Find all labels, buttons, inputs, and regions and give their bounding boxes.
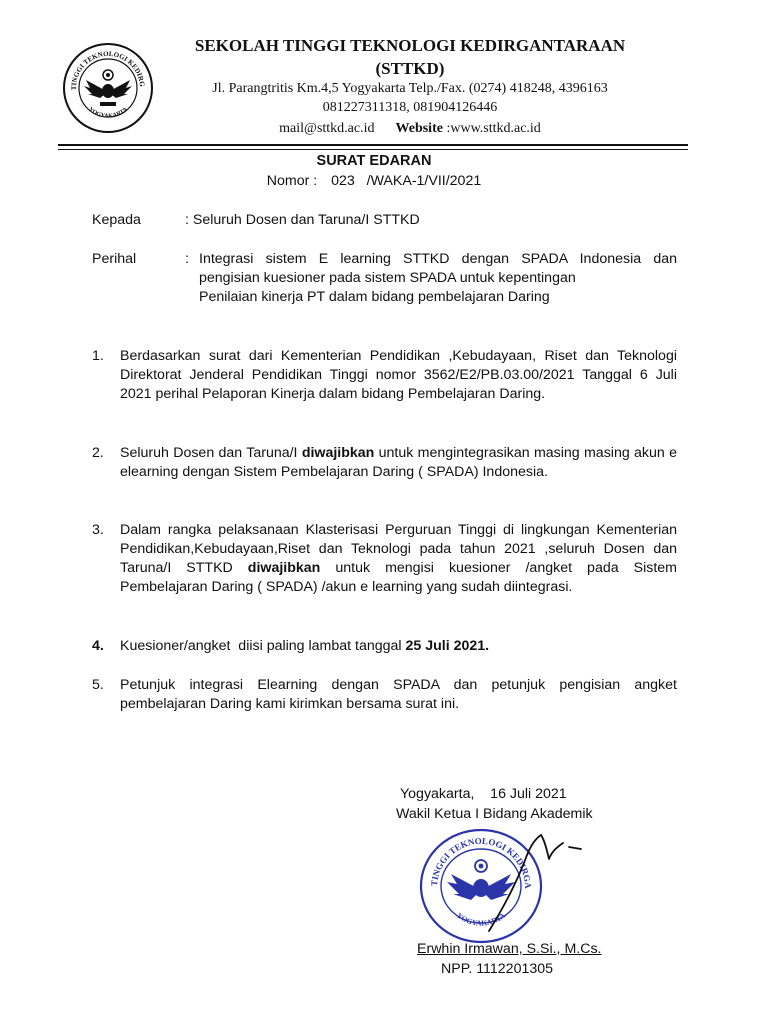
letterhead-logo [62, 42, 154, 134]
item-text: Seluruh Dosen dan Taruna/I diwajibkan untuk mengintegrasikan masing masing akun e elearning dengan Sistem Pembelajaran Daring ( SPADA) Indonesia. [120, 445, 677, 480]
svg-text:YOGYAKARTA [87, 106, 129, 119]
seal-text-top: TINGGI TEKNOLOGI KEDIRG [69, 49, 147, 91]
website-link[interactable]: :www.sttkd.ac.id [446, 121, 541, 136]
letter-number-label: Nomor : [266, 173, 318, 189]
signature-place-date: Yogyakarta, 16 Juli 2021 [400, 786, 567, 802]
stamp-text-top: TINGGI TEKNOLOGI KEDIRGA [428, 835, 534, 889]
subject-colon: : [185, 251, 189, 267]
letter-number [200, 173, 548, 189]
institution-abbreviation: (STTKD) [375, 59, 445, 78]
handwritten-signature [485, 825, 595, 935]
item-text: Berdasarkan surat dari Kementerian Pendidikan ,Kebudayaan, Riset dan Teknologi Direktorat Jenderal Pendidikan Tinggi nomor 3562/E2/PB.03.00/2021 Tanggal 6 Juli 2021 perihal Pelaporan Kinerja dalam bidang Pembelajaran Daring. [120, 348, 677, 402]
item-number: 2. [92, 445, 104, 461]
letter-title: SURAT EDARAN [316, 153, 432, 169]
deadline: 25 Juli 2021. [405, 638, 490, 654]
signatory-name: Erwhin Irmawan, S.Si., M.Cs. [417, 941, 602, 957]
signature-position: Wakil Ketua I Bidang Akademik [396, 806, 593, 822]
header-rule-thin [58, 149, 688, 150]
seal-text-bottom: YOGYAKARTA [87, 106, 129, 120]
subject-line: pengisian kuesioner pada sistem SPADA untuk kepentingan [199, 270, 576, 286]
header-rule-thick [58, 144, 688, 146]
item-text: Dalam rangka pelaksanaan Klasterisasi Perguruan Tinggi di lingkungan Kementerian Pendidikan,Kebudayaan,Riset dan Teknologi pada tahun 2021 ,seluruh Dosen dan Taruna/I STTKD diwajibkan untuk mengisi kuesioner /angket pada Sistem Pembelajaran Daring ( SPADA) /akun e learning yang sudah diintegrasi. [120, 522, 677, 595]
stamp-text-bottom: YOGYAKARTA [455, 910, 507, 928]
to-value: : Seluruh Dosen dan Taruna/I STTKD [185, 212, 420, 228]
item-text: Kuesioner/angket diisi paling lambat tanggal 25 Juli 2021. [120, 638, 490, 654]
institution-address: Jl. Parangtritis Km.4,5 Yogyakarta Telp./Fax. (0274) 418248, 4396163 [212, 81, 608, 96]
subject-text [199, 250, 677, 307]
subject-line: Penilaian kinerja PT dalam bidang pembelajaran Daring [199, 289, 550, 305]
institution-phones: 081227311318, 081904126446 [322, 100, 498, 115]
institution-contact [150, 121, 670, 137]
item-number: 5. [92, 677, 104, 693]
item-number: 3. [92, 522, 104, 538]
email-link[interactable]: mail@sttkd.ac.id [279, 121, 375, 136]
subject-label: Perihal [92, 251, 137, 267]
emphasis: diwajibkan [301, 445, 375, 461]
institution-name: SEKOLAH TINGGI TEKNOLOGI KEDIRGANTARAAN [194, 36, 626, 55]
subject-line: Integrasi sistem E learning STTKD dengan SPADA Indonesia dan [199, 251, 677, 267]
signatory-npp: NPP. 1112201305 [441, 961, 554, 977]
emphasis: diwajibkan [247, 560, 321, 576]
svg-text:SEKOLAH TINGGI TEKNOLOGI KEDIR [62, 42, 146, 90]
website-label: Website [395, 121, 443, 136]
letter-number-value: 023 /WAKA-1/VII/2021 [331, 173, 482, 189]
item-text: Petunjuk integrasi Elearning dengan SPADA dan petunjuk pengisian angket pembelajaran Daring kami kirimkan bersama surat ini. [120, 677, 677, 712]
item-number: 1. [92, 348, 104, 364]
item-number: 4. [92, 638, 104, 654]
to-label: Kepada [92, 212, 141, 228]
